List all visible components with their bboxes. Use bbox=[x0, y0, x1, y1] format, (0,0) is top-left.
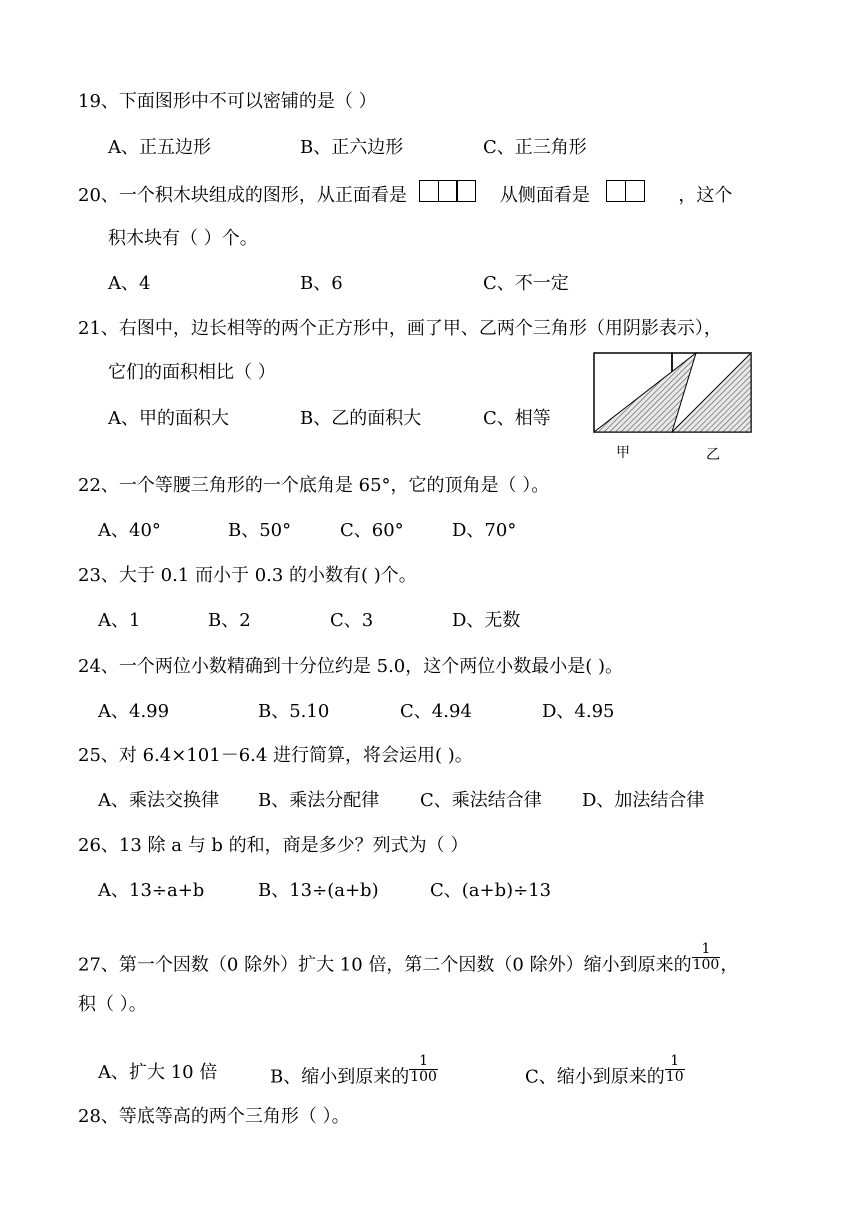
q27-fraction bbox=[692, 942, 721, 973]
q27-stem-comma: ， bbox=[720, 954, 739, 976]
q20-option-a: A、4 bbox=[108, 273, 151, 294]
q20-option-b: B、6 bbox=[300, 273, 343, 294]
q19-option-c: C、正三角形 bbox=[483, 137, 587, 158]
q24-stem: 24、一个两位小数精确到十分位约是 5.0，这个两位小数最小是( )。 bbox=[78, 656, 624, 677]
q26-option-c: C、(a+b)÷13 bbox=[430, 880, 552, 901]
q23-option-d: D、无数 bbox=[452, 610, 521, 631]
q22-option-c: C、60° bbox=[340, 520, 404, 541]
q22-option-b: B、50° bbox=[228, 520, 292, 541]
fraction-numerator: 1 bbox=[409, 1054, 438, 1070]
q19-option-a: A、正五边形 bbox=[108, 137, 211, 158]
label-jia: 甲 bbox=[616, 445, 630, 461]
front-view-three-squares bbox=[421, 180, 477, 208]
q25-option-b: B、乘法分配律 bbox=[258, 790, 380, 811]
q27-stem-text: 27、第一个因数（0 除外）扩大 10 倍，第二个因数（0 除外）缩小到原来的 bbox=[78, 954, 692, 976]
q20-stem-front: 20、一个积木块组成的图形，从正面看是 bbox=[78, 185, 407, 206]
q22-option-a: A、40° bbox=[98, 520, 161, 541]
q23-option-c: C、3 bbox=[330, 610, 374, 631]
q26-option-b: B、13÷(a+b) bbox=[258, 880, 379, 901]
q22-option-d: D、70° bbox=[452, 520, 517, 541]
q19-stem: 19、下面图形中不可以密铺的是（ ） bbox=[78, 91, 377, 112]
fraction-numerator: 1 bbox=[665, 1054, 685, 1070]
q28-stem: 28、等底等高的两个三角形（ ）。 bbox=[78, 1106, 350, 1127]
q27-option-b-text: B、缩小到原来的 bbox=[270, 1066, 410, 1088]
q20-option-c: C、不一定 bbox=[483, 273, 569, 294]
q20-stem-line1 bbox=[78, 182, 732, 210]
q25-option-c: C、乘法结合律 bbox=[420, 790, 542, 811]
q20-stem-tail: ，这个 bbox=[678, 185, 733, 206]
triangle-jia bbox=[594, 353, 696, 432]
q24-option-d: D、4.95 bbox=[542, 701, 615, 722]
fraction-denominator: 10 bbox=[665, 1069, 684, 1085]
q27-option-c-text: C、缩小到原来的 bbox=[525, 1066, 665, 1088]
q21-option-a: A、甲的面积大 bbox=[108, 408, 229, 429]
q25-option-a: A、乘法交换律 bbox=[98, 790, 219, 811]
q24-option-a: A、4.99 bbox=[98, 701, 170, 722]
q23-stem: 23、大于 0.1 而小于 0.3 的小数有( )个。 bbox=[78, 565, 417, 586]
q23-option-b: B、2 bbox=[208, 610, 251, 631]
q21-option-c: C、相等 bbox=[483, 408, 551, 429]
q20-stem-line2: 积木块有（ ）个。 bbox=[108, 228, 258, 249]
fraction-denominator: 100 bbox=[410, 1069, 437, 1085]
q27-option-c-fraction bbox=[665, 1054, 685, 1085]
q22-stem: 22、一个等腰三角形的一个底角是 65°，它的顶角是（ ）。 bbox=[78, 475, 550, 496]
label-yi: 乙 bbox=[706, 447, 720, 463]
q21-stem-line2: 它们的面积相比（ ） bbox=[108, 362, 276, 383]
q27-option-b-fraction bbox=[409, 1054, 438, 1085]
q21-stem-line1: 21、右图中，边长相等的两个正方形中，画了甲、乙两个三角形（用阴影表示）， bbox=[78, 318, 722, 339]
q24-option-b: B、5.10 bbox=[258, 701, 330, 722]
q20-stem-side: 从侧面看是 bbox=[499, 185, 590, 206]
fraction-numerator: 1 bbox=[692, 942, 721, 958]
two-squares-triangles-figure bbox=[593, 352, 753, 434]
q19-option-b: B、正六边形 bbox=[300, 137, 404, 158]
q27-stem-line1 bbox=[78, 941, 739, 981]
q26-stem: 26、13 除 a 与 b 的和，商是多少？列式为（ ） bbox=[78, 835, 469, 856]
q21-option-b: B、乙的面积大 bbox=[300, 408, 422, 429]
fraction-denominator: 100 bbox=[692, 957, 720, 973]
q24-option-c: C、4.94 bbox=[400, 701, 472, 722]
q27-option-c bbox=[525, 1053, 685, 1093]
q25-stem: 25、对 6.4×101－6.4 进行简算，将会运用( )。 bbox=[78, 745, 473, 766]
q25-option-d: D、加法结合律 bbox=[582, 790, 705, 811]
q27-option-a: A、扩大 10 倍 bbox=[98, 1062, 218, 1083]
q27-option-b bbox=[270, 1053, 438, 1093]
side-view-two-squares bbox=[608, 180, 645, 208]
q27-stem-line2: 积（ ）。 bbox=[78, 994, 147, 1015]
q23-option-a: A、1 bbox=[98, 610, 141, 631]
q26-option-a: A、13÷a+b bbox=[98, 880, 205, 901]
